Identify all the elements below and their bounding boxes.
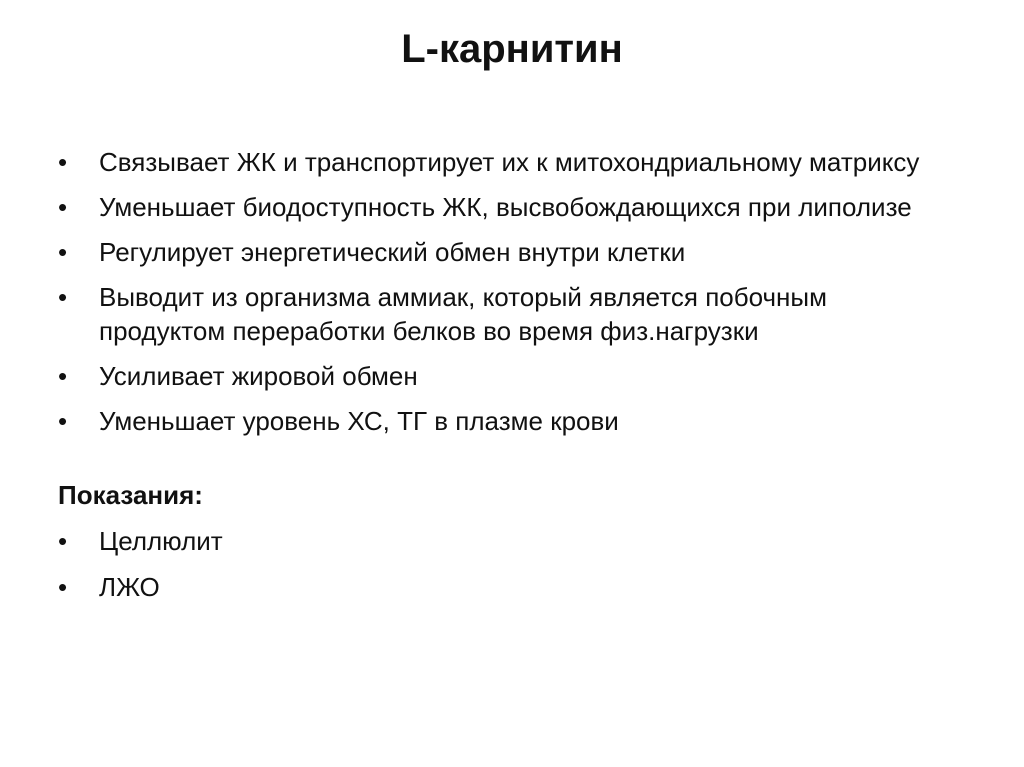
bullet-icon: • bbox=[58, 147, 68, 177]
bullet-icon: • bbox=[58, 572, 68, 602]
bullet-icon: • bbox=[58, 282, 68, 312]
indications-section bbox=[58, 478, 958, 604]
property-list bbox=[58, 145, 958, 438]
indications-list bbox=[58, 524, 958, 604]
bullet-icon: • bbox=[58, 361, 68, 391]
list-item bbox=[58, 524, 958, 558]
list-item bbox=[58, 235, 958, 269]
bullet-icon: • bbox=[58, 192, 68, 222]
slide-content bbox=[58, 145, 958, 616]
list-item-text: Регулирует энергетический обмен внутри клетки bbox=[99, 237, 686, 267]
list-item-text: Уменьшает биодоступность ЖК, высвобождающихся при липолизе bbox=[99, 192, 912, 222]
list-item-text: Усиливает жировой обмен bbox=[99, 361, 418, 391]
slide-title: L-карнитин bbox=[401, 27, 623, 71]
list-item bbox=[58, 359, 958, 393]
list-item bbox=[58, 145, 958, 179]
list-item-text: Уменьшает уровень ХС, ТГ в плазме крови bbox=[99, 406, 619, 436]
indications-heading: Показания: bbox=[58, 480, 203, 510]
list-item-text: Целлюлит bbox=[99, 526, 223, 556]
bullet-icon: • bbox=[58, 406, 68, 436]
bullet-icon: • bbox=[58, 237, 68, 267]
list-item bbox=[58, 280, 958, 348]
bullet-icon: • bbox=[58, 526, 68, 556]
list-item bbox=[58, 570, 958, 604]
list-item-text: Связывает ЖК и транспортирует их к митохондриальному матриксу bbox=[99, 147, 920, 177]
list-item-text: ЛЖО bbox=[99, 572, 160, 602]
list-item bbox=[58, 404, 958, 438]
list-item bbox=[58, 190, 958, 224]
list-item-text: Выводит из организма аммиак, который является побочным продуктом переработки белков во время физ.нагрузки bbox=[99, 282, 827, 346]
